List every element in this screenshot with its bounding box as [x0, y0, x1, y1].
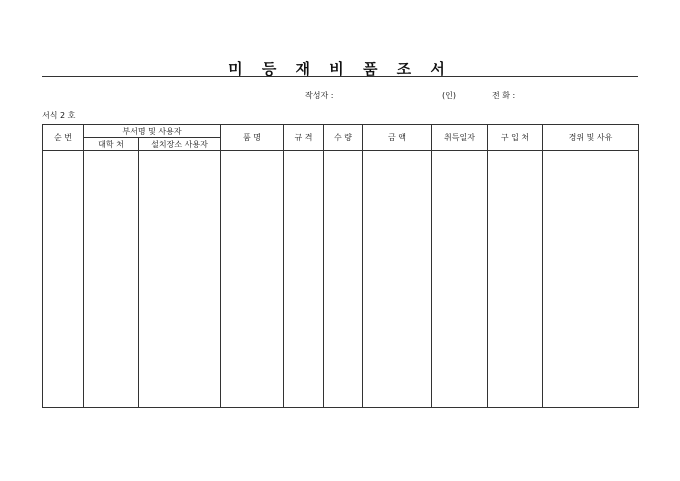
amount-cell: [363, 151, 432, 408]
seal-label: (인): [442, 91, 456, 100]
header-vendor: 구 입 처: [488, 125, 543, 151]
university-cell: [84, 151, 139, 408]
form-number: 서식 2 호: [42, 111, 76, 120]
header-reason: 경위 및 사유: [543, 125, 639, 151]
inventory-table: [42, 124, 639, 408]
document-title: 미 등 재 비 품 조 서: [228, 60, 452, 78]
header-acquisition-date: 취득일자: [432, 125, 488, 151]
header-location-user: 설치장소 사용자: [139, 138, 221, 151]
header-amount: 금 액: [363, 125, 432, 151]
header-university: 대학 처: [84, 138, 139, 151]
author-label: 작성자 :: [305, 91, 334, 100]
item-name-cell: [221, 151, 284, 408]
spec-cell: [284, 151, 324, 408]
header-quantity: 수 량: [324, 125, 363, 151]
header-item-name: 품 명: [221, 125, 284, 151]
header-dept-user: 부서명 및 사용자: [84, 125, 221, 138]
seq-cell: [43, 151, 84, 408]
phone-label: 전 화 :: [492, 91, 516, 100]
header-seq: 순 번: [43, 125, 84, 151]
title-rule: [42, 76, 638, 77]
location-user-cell: [139, 151, 221, 408]
acquisition-date-cell: [432, 151, 488, 408]
vendor-cell: [488, 151, 543, 408]
reason-cell: [543, 151, 639, 408]
quantity-cell: [324, 151, 363, 408]
header-spec: 규 격: [284, 125, 324, 151]
